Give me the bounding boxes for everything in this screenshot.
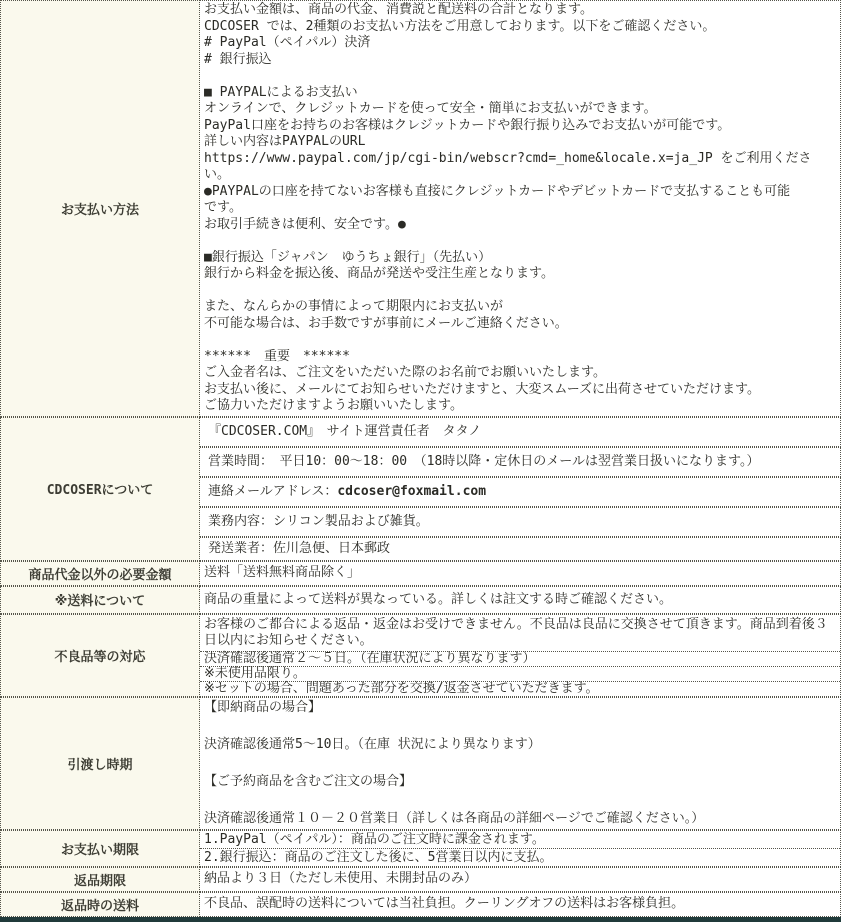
email-address: cdcoser@foxmail.com [337, 483, 487, 499]
cell-about-site [200, 417, 841, 447]
cell-extra-fees [200, 561, 841, 586]
payment-line: また、なんらかの事情によって期限内にお支払いが [204, 299, 504, 314]
delivery-line [204, 791, 836, 810]
cell-return-period [200, 867, 841, 892]
row-header-extra-fees: 商品代金以外の必要金額 [0, 561, 200, 586]
cell-about-hours [200, 447, 841, 477]
payment-line: 銀行から料金を振込後、商品が発送や受注生産となります。 [204, 266, 554, 281]
deadline-paypal: 1.PayPal（ペイパル）：商品のご注文時に課金されます。 [204, 832, 545, 847]
payment-line: # PayPal（ペイパル）決済 [204, 35, 371, 50]
cell-about-business [200, 507, 841, 537]
payment-line: オンラインで、クレジットカードを使って安全・簡単にお支払いができます。 [204, 101, 657, 116]
cell-payment-method [200, 0, 841, 417]
table-row [0, 697, 841, 831]
payment-line-important: ****** 重要 ****** [204, 348, 350, 364]
row-header-defects: 不良品等の対応 [0, 614, 200, 697]
payment-line [204, 283, 836, 300]
row-header-payment-deadline: お支払い期限 [0, 830, 200, 867]
deadline-bank: 2.銀行振込：商品のご注文した後に、5営業日以内に支払。 [200, 848, 840, 866]
payment-line: ご入金者名は、ご注文をいただいた際のお名前でお願いいたします。 [204, 365, 606, 380]
delivery-line [204, 717, 836, 736]
cell-about-shipper [200, 537, 841, 561]
table-row [0, 892, 841, 917]
payment-line-paypal-url: https://www.paypal.com/jp/cgi-bin/webscr?cmd=_home&locale.x=ja_JP をご利用ください。 [204, 150, 812, 182]
row-header-shipping: ※送料について [0, 586, 200, 614]
payment-line: 不可能な場合は、お手数ですが事前にメールご連絡ください。 [204, 315, 568, 331]
row-header-payment-method: お支払い方法 [0, 0, 200, 417]
payment-line: 詳しい内容はPAYPALのURL [204, 134, 366, 149]
return-shipping-text: 不良品、誤配時の送料については当社負担。クーリングオフの送料はお客様負担。 [204, 896, 685, 911]
shipping-text: 商品の重量によって送料が異なっている。詳しくは註文する時ご確認ください。 [204, 591, 673, 607]
cell-about-email [200, 477, 841, 507]
delivery-line [204, 754, 836, 773]
next-section-bar [0, 917, 841, 922]
cell-delivery-time [200, 697, 841, 831]
delivery-line: 決済確認後通常１０－２０営業日（詳しくは各商品の詳細ページでご確認ください。） [204, 810, 705, 826]
payment-line: ご協力いただけますようお願いいたします。 [204, 398, 463, 413]
delivery-line: 決済確認後通常5～10日。（在庫 状況により異なります） [204, 736, 541, 752]
cell-return-shipping [200, 892, 841, 917]
table-row [0, 417, 841, 447]
cell-shipping [200, 586, 841, 614]
row-header-return-shipping: 返品時の送料 [0, 892, 200, 917]
cell-payment-deadline [200, 830, 841, 867]
payment-line: お取引手続きは便利、安全です。● [204, 216, 406, 232]
cell-defects [200, 614, 841, 697]
payment-line: PayPal口座をお持ちのお客様はクレジットカードや銀行振り込みでお支払いが可能です。 [204, 117, 731, 133]
table-row [0, 867, 841, 892]
about-shipping-carrier: 発送業者：佐川急便、日本郵政 [208, 540, 391, 556]
about-business-hours: 営業時間： 平日10：00～18：00 （18時以降・定休日のメールは翌営業日扱いになります。） [208, 453, 760, 469]
about-contact-email-line [204, 479, 836, 505]
defects-sub-line: ※未使用品限り。 [200, 666, 840, 681]
payment-line: # 銀行振込 [204, 51, 272, 67]
delivery-line: 【ご予約商品を含むご注文の場合】 [204, 773, 413, 789]
payment-line [204, 68, 836, 85]
payment-line: ■銀行振込「ジャパン ゆうちょ銀行」（先払い） [204, 249, 492, 265]
payment-line: CDCOSER では、2種類のお支払い方法をご用意しております。以下をご確認ください。 [204, 18, 716, 34]
payment-line: お支払い金額は、商品の代金、消費説と配送料の合計となります。 [204, 2, 593, 17]
about-site-operator: 『CDCOSER.COM』 サイト運営責任者 タタノ [208, 423, 482, 439]
extra-fees-text: 送料「送料無料商品除く」 [204, 564, 361, 580]
payment-line: お支払い後に、メールにてお知らせいただけますと、大変スムーズに出荷させていただけます。 [204, 381, 761, 397]
return-period-text: 納品より３日（ただし未使用、未開封品のみ） [204, 871, 478, 886]
defects-main-text: お客様のご都合による返品・返金はお受けできません。不良品は良品に交換させて頂きます。商品到着後３日以内にお知らせください。 [204, 616, 828, 648]
delivery-line: 【即納商品の場合】 [204, 699, 322, 715]
defects-sub-line: 決済確認後通常２～５日。（在庫状況により異なります） [200, 651, 840, 666]
row-header-delivery-time: 引渡し時期 [0, 697, 200, 831]
table-row [0, 614, 841, 697]
payment-line: ■ PAYPALによるお支払い [204, 84, 358, 100]
table-row [0, 0, 841, 417]
table-row [0, 830, 841, 867]
defects-sub-line: ※セットの場合、問題あった部分を交換/返金させていただきます。 [200, 681, 840, 696]
payment-line [204, 332, 836, 349]
payment-line: ●PAYPALの口座を持てないお客様も直接にクレジットカードやデビットカードで支払することも可能 [204, 183, 791, 199]
about-business-content: 業務内容：シリコン製品および雑貨。 [208, 513, 429, 529]
payment-line: です。 [204, 200, 242, 215]
row-header-return-period: 返品期限 [0, 867, 200, 892]
payment-line [204, 233, 836, 250]
email-label: 連絡メールアドレス： [208, 483, 338, 499]
table-row [0, 586, 841, 614]
row-header-about: CDCOSERについて [0, 417, 200, 561]
table-row [0, 561, 841, 586]
